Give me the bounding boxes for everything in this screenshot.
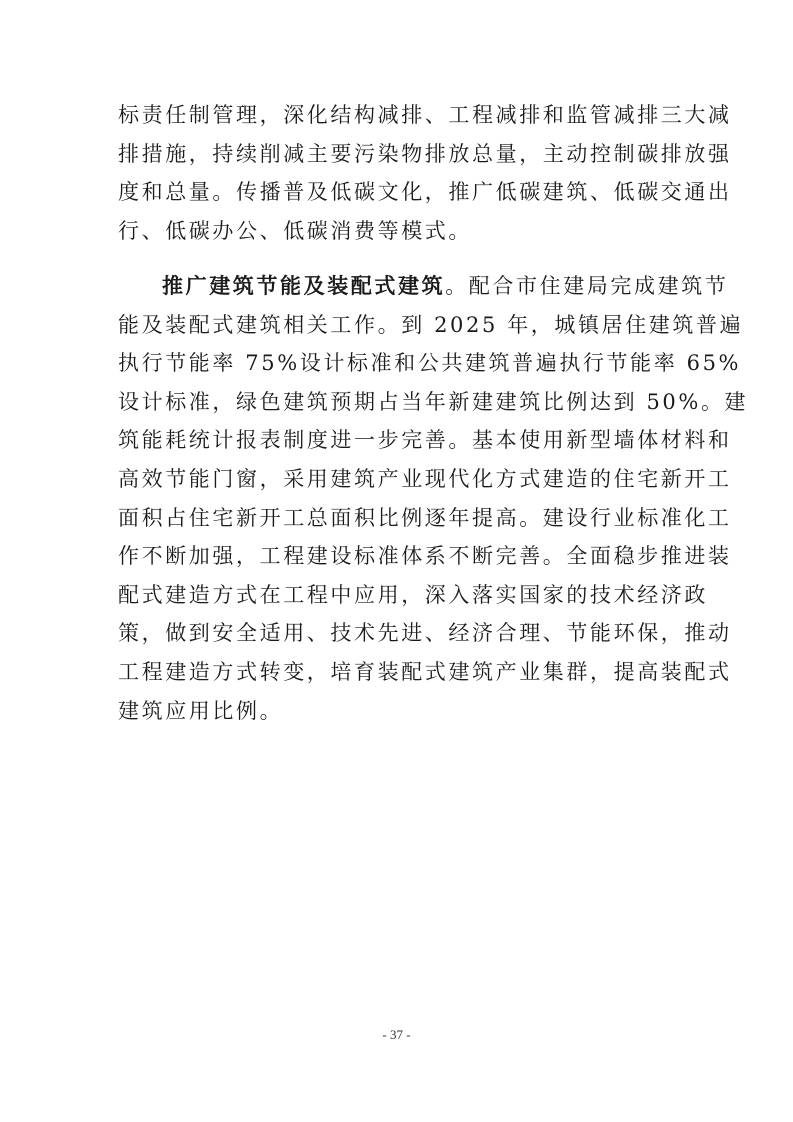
text-line: 建筑应用比例。 [118, 698, 284, 723]
text-line: 策，做到安全适用、技术先进、经济合理、节能环保，推动 [118, 621, 732, 646]
text-line: 标责任制管理，深化结构减排、工程减排和监管减排三大减 [118, 103, 732, 127]
text-line: 作不断加强，工程建设标准体系不断完善。全面稳步推进装 [118, 544, 732, 569]
text-line: 工程建造方式转变，培育装配式建筑产业集群，提高装配式 [118, 659, 732, 684]
text-line: 排措施，持续削减主要污染物排放总量，主动控制碳排放强 [118, 141, 732, 166]
text-line [118, 267, 729, 306]
text-line: 高效节能门窗，采用建筑产业现代化方式建造的住宅新开工 [118, 466, 732, 491]
text-line: 筑能耗统计报表制度进一步完善。基本使用新型墙体材料和 [118, 428, 732, 453]
text-line: 行、低碳办公、低碳消费等模式。 [118, 218, 472, 243]
text-line: 执行节能率 75%设计标准和公共建筑普遍执行节能率 65% [118, 351, 742, 376]
text-line: 度和总量。传播普及低碳文化，推广低碳建筑、低碳交通出 [118, 180, 732, 205]
paragraph-heading-rest: 。配合市住建局完成建筑节 [445, 274, 729, 298]
paragraph-emissions [118, 96, 732, 250]
text-line: 设计标准，绿色建筑预期占当年新建建筑比例达到 50%。建 [118, 389, 749, 414]
text-line: 面积占住宅新开工总面积比例逐年提高。建设行业标准化工 [118, 505, 732, 530]
paragraph-heading: 推广建筑节能及装配式建筑 [162, 273, 446, 298]
text-line: 能及装配式建筑相关工作。到 2025 年，城镇居住建筑普遍 [118, 312, 744, 337]
text-line: 配式建造方式在工程中应用，深入落实国家的技术经济政 [118, 582, 708, 607]
paragraph-building-energy [118, 267, 749, 730]
page-number: - 37 - [382, 1027, 411, 1042]
